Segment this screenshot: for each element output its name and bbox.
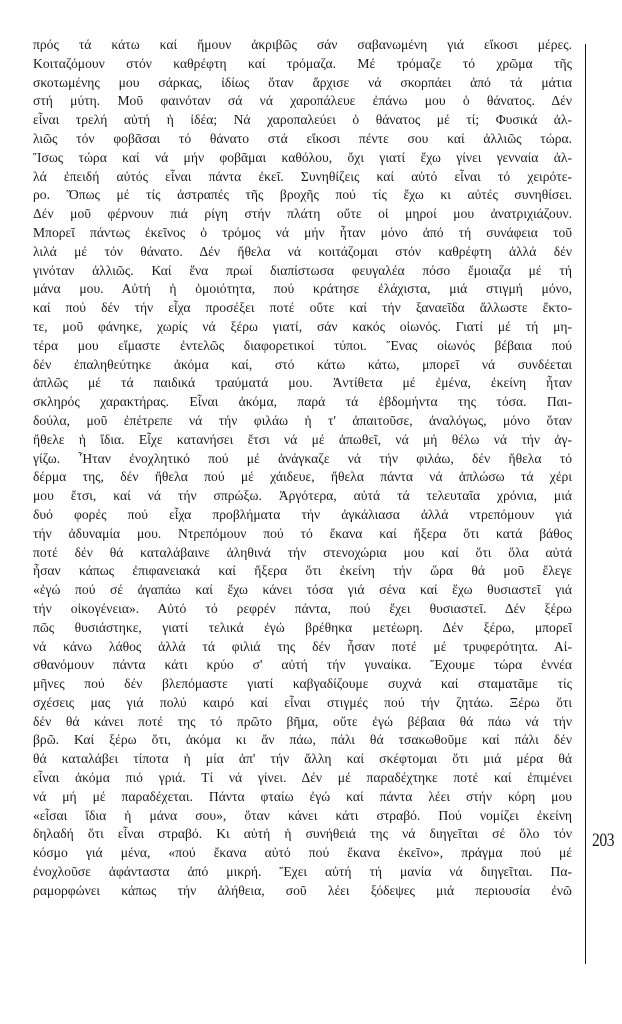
text-line: ρο. Ὅπως μέ τίς ἀστραπές τῆς βροχῆς πού τίς ἔχω κι αὐτές συνηθίσει.	[33, 187, 572, 203]
text-line: κόσμο γιά μένα, «πού ἔκανα αὐτό πού ἔκανα ἐκεῖνο», πράγμα πού μέ	[33, 845, 572, 861]
text-line: τέρα μου εἴμαστε ἐντελῶς διαφορετικοί τύποι. Ἕνας οἰωνός βέβαια πού	[33, 337, 572, 353]
text-line: εἶναι ἀκόμα πιό γριά. Τί νά γίνει. Δέν μέ παραδέχτηκε ποτέ καί ἐπιμένει	[33, 770, 572, 786]
text-line: ἦσαν κάπως ἐπιφανειακά καί ἤξερα ὅτι ἐκείνη τήν ὥρα θά μοῦ ἔλεγε	[33, 563, 572, 579]
text-line: θά καταλάβει τίποτα ἡ μία ἀπ' τήν ἄλλη καί σκέφτομαι ὅτι μιά μέρα θά	[33, 751, 572, 767]
text-line: Ἴσως τώρα καί νά μήν φοβᾶμαι καθόλου, ὄχι γιατί ἔχω γίνει γενναία ἀλ-	[33, 149, 572, 165]
text-line: τήν ἀδυναμία μου. Ντρεπόμουν πού τό ἔκανα καί ἤξερα ὅτι κατά βάθος	[33, 525, 572, 541]
text-line: σχέσεις μας γιά πολύ καιρό καί εἶναι στιγμές πού τήν ζητάω. Ξέρω ὅτι	[33, 694, 572, 710]
text-line: τήν οἰκογένεια». Αὐτό τό ρεφρέν πάντα, πού ἔχει θυσιαστεῖ. Δέν ξέρω	[33, 600, 572, 616]
text-line: πῶς θυσιάστηκε, γιατί τελικά ἐγώ βρέθηκα μετέωρη. Δέν ξέρω, μπορεῖ	[33, 619, 572, 635]
text-line: δέν θά κάνει ποτέ της τό πρῶτο βῆμα, οὔτε ἐγώ βέβαια θά πάω νά τήν	[33, 713, 572, 729]
text-line: δέρμα της, δέν ἤθελα πού μέ χάιδευε, ἤθελα πάντα νά ἁπλώσω τά χέρι	[33, 469, 572, 485]
text-line: ἤθελε ἡ ἴδια. Εἶχε κατανήσει ἔτσι νά μέ ἀπωθεῖ, νά μή θέλω νά τήν ἀγ-	[33, 431, 572, 447]
text-line: δούλα, μοῦ ἐπέτρεπε νά τήν φιλάω ἡ τ' ἀπαιτοῦσε, ἀναλόγως, μόνο ὅταν	[33, 412, 572, 428]
text-line: γινόταν ἀλλιῶς. Καί ἕνα πρωί διαπίστωσα φευγαλέα πόσο ἔμοιαζα μέ τή	[33, 262, 572, 278]
text-line: καί πού δέν τήν εἶχα προσέξει ποτέ οὔτε καί τήν ξαναεῖδα ἄλλωστε ἔκτο-	[33, 300, 572, 316]
text-line: δέν ἐπαληθεύτηκε ἀκόμα καί, στό κάτω κάτω, μπορεῖ νά συνδέεται	[33, 356, 572, 372]
text-line: εἶναι τρελή αὐτή ἡ ἰδέα; Νά χαροπαλεύει ὁ θάνατος μέ τί; Φυσικά ἀλ-	[33, 112, 572, 128]
text-line: μῆνες πού δέν βλεπόμαστε γιατί καβγαδίζουμε συχνά καί σταματᾶμε τίς	[33, 676, 572, 692]
text-line: ποτέ δέν θά καταλάβαινε ἀληθινά τήν στενοχώρια μου καί ὅτι ὅλα αὐτά	[33, 544, 572, 560]
text-line: μου ἔτσι, καί νά τήν σπρώξω. Ἀργότερα, αὐτά τά τελευταῖα χρόνια, μιά	[33, 488, 572, 504]
page-number: 203	[592, 830, 615, 851]
text-line: στή μύτη. Μοῦ φαινόταν σά νά χαροπάλευε ἐπάνω μου ὁ θάνατος. Δέν	[33, 93, 572, 109]
text-line: ἁπλῶς μέ τά παιδικά τραύματά μου. Ἀντίθετα μέ ἐμένα, ἐκείνη ἦταν	[33, 375, 572, 391]
body-text	[33, 36, 572, 901]
text-line: σθανόμουν πάντα κάτι κρύο σ' αὐτή τήν γυναίκα. Ἔχουμε τώρα ἐννέα	[33, 657, 572, 673]
margin-rule	[585, 44, 586, 964]
text-line: «ἐγώ πού σέ ἀγαπάω καί ἔχω κάνει τόσα γιά σένα καί ἔχω θυσιαστεῖ γιά	[33, 582, 572, 598]
text-line: «εἶσαι ἴδια ἡ μάνα σου», ὅταν κάνει κάτι στραβό. Πού νομίζει ἐκείνη	[33, 807, 572, 823]
text-line: τε, μοῦ φάνηκε, χωρίς νά ξέρω γιατί, σάν κακός οἰωνός. Γιατί μέ τή μη-	[33, 318, 572, 334]
text-line: δυό φορές πού εἶχα προβλήματα τήν ἀγκάλιασα ἀλλά ντρεπόμουν γιά	[33, 506, 572, 522]
text-line: νά μή μέ παραδέχεται. Πάντα φταίω ἐγώ καί πάντα λέει στήν κόρη μου	[33, 788, 572, 804]
text-line: γίζω. Ἦταν ἐνοχλητικό πού μέ ἀνάγκαζε νά τήν φιλάω, δέν ἤθελα τό	[33, 450, 572, 466]
text-line: Κοιταζόμουν στόν καθρέφτη καί τρόμαζα. Μέ τρόμαζε τό χρῶμα τῆς	[33, 55, 572, 71]
text-line: δηλαδή ὅτι εἶναι στραβό. Κι αὐτή ἡ συνήθειά της νά διηγεῖται σέ ὅλο τόν	[33, 826, 572, 842]
text-line: ραμορφώνει κάπως τήν ἀλήθεια, σοῦ λέει ξόδεψες μιά περιουσία ἐνῶ	[33, 882, 572, 898]
text-line: νά κάνω λάθος ἀλλά τά φιλιά της δέν ἦσαν ποτέ μέ τρυφερότητα. Αἰ-	[33, 638, 572, 654]
text-line: βρῶ. Καί ξέρω ὅτι, ἀκόμα κι ἄν πάω, πάλι θά τσακωθοῦμε καί πάλι δέν	[33, 732, 572, 748]
text-line: σκληρός χαρακτήρας. Εἶναι ἀκόμα, παρά τά ἑβδομήντα της τόσα. Παι-	[33, 394, 572, 410]
text-line: ἐνοχλοῦσε ἀφάνταστα ἀπό μικρή. Ἔχει αὐτή τή μανία νά διηγεῖται. Πα-	[33, 864, 572, 880]
text-line: σκοτωμένης μου σάρκας, ἰδίως ὅταν ἄρχισε νά σκορπάει ἀπό τά μάτια	[33, 74, 572, 90]
text-line: λιλά μέ τόν θάνατο. Δέν ἤθελα νά κοιτάζομαι στόν καθρέφτη ἀλλά δέν	[33, 243, 572, 259]
text-line: πρός τά κάτω καί ἤμουν ἀκριβῶς σάν σαβανωμένη γιά εἴκοσι μέρες.	[33, 37, 572, 52]
text-line: Δέν μοῦ φέρνουν πιά ρίγη στήν πλάτη οὔτε οἱ μηροί μου ἀνατριχιάζουν.	[33, 206, 572, 222]
text-line: μάνα μου. Αὐτή ἡ ὁμοιότητα, πού κράτησε ἐλάχιστα, μιά στιγμή μόνο,	[33, 281, 572, 297]
text-line: Μπορεῖ πάντως ἐκεῖνος ὁ τρόμος νά μήν ἦταν μόνο ἀπό τή συνάφεια τοῦ	[33, 224, 572, 240]
text-line: λά ἐπειδή αὐτός εἶναι πάντα ἐκεῖ. Συνηθίζεις καί αὐτό εἶναι τό χειρότε-	[33, 168, 572, 184]
text-line: λιῶς τόν φοβᾶσαι τό θάνατο στά εἴκοσι πέντε σου καί ἀλλιῶς τώρα.	[33, 130, 572, 146]
